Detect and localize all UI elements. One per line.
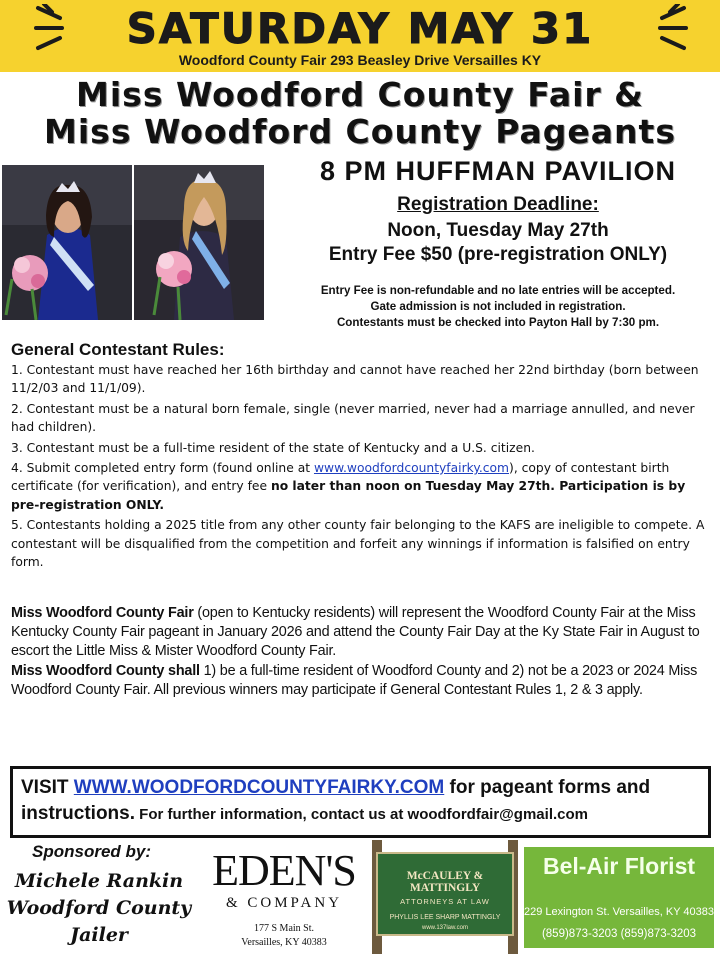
sponsor-mccauley-mattingly [372, 840, 518, 954]
jailer-name: Michele Rankin [14, 870, 184, 892]
sunburst-right-icon [652, 4, 708, 52]
crowned-contestant-image [2, 165, 132, 320]
entry-note: Gate admission is not included in registration. [370, 300, 626, 313]
visit-website-link[interactable]: WWW.WOODFORDCOUNTYFAIRKY.COM [73, 777, 445, 798]
edens-city: Versailles, KY 40383 [241, 937, 327, 948]
visit-instructions: instructions. [21, 803, 136, 824]
edens-name: EDEN'S [212, 846, 356, 895]
program-fair [11, 604, 713, 661]
mccauley-name: McCAULEY & MATTINGLY [406, 870, 484, 894]
rules-list [11, 361, 711, 573]
pageant-title [0, 76, 720, 150]
belair-phone: (859)873-3203 (859)873-3203 [541, 928, 697, 940]
visit-line-1 [21, 775, 700, 801]
sponsor-belair-florist [524, 847, 714, 948]
mccauley-person: PHYLLIS LEE SHARP MATTINGLY [389, 914, 501, 921]
event-date: SATURDAY MAY 31 [126, 4, 594, 53]
rule-item: 2. Contestant must be a natural born female, single (never married, never had a marriage annulled, and never had children). [11, 401, 695, 435]
event-location: Woodford County Fair 293 Beasley Drive Versailles KY [178, 52, 542, 68]
rule-text: 4. Submit completed entry form (found online at [11, 461, 314, 476]
event-time-venue: 8 PM HUFFMAN PAVILION [320, 156, 676, 186]
program-fair-title: Miss Woodford County Fair [11, 605, 194, 621]
sponsor-jailer [6, 868, 192, 949]
registration-deadline-label: Registration Deadline: [397, 194, 599, 215]
edens-company: & COMPANY [225, 895, 343, 911]
fair-website-link[interactable]: www.woodfordcountyfairky.com [313, 461, 510, 476]
sponsored-by-label: Sponsored by: [32, 842, 152, 861]
rule-item: 5. Contestants holding a 2025 title from any other county fair belonging to the KAFS are ineligible to compete. A contestant will be disqualified from the competition and forfeit any winnings if information is falsified on entry form. [11, 518, 705, 570]
rule-item: 1. Contestant must have reached her 16th birthday and cannot have reached her 22nd birthday (born between 11/2/03 and 11/1/09). [11, 363, 699, 396]
mccauley-subtitle: ATTORNEYS AT LAW [400, 897, 490, 906]
crowned-contestant-image [134, 165, 264, 320]
jailer-county: Woodford County [6, 897, 192, 919]
edens-street: 177 S Main St. [253, 923, 314, 934]
edens-address [206, 922, 362, 950]
rule-item [11, 459, 711, 514]
program-county-title: Miss Woodford County shall [11, 663, 200, 679]
program-county-text: 1) be a full-time resident of Woodford County and 2) not be a 2023 or 2024 Miss Woodford County Fair. All previous winners may participate if General Contestant Rules 1, 2 & 3 apply. [11, 663, 698, 698]
jailer-title: Jailer [70, 924, 128, 946]
program-description [11, 604, 713, 701]
program-county [11, 662, 713, 700]
date-banner [0, 0, 720, 72]
belair-address: 229 Lexington St. Versailles, KY 40383 [524, 906, 714, 918]
entry-note: Entry Fee is non-refundable and no late entries will be accepted. [320, 284, 676, 297]
entry-fee: Entry Fee $50 (pre-registration ONLY) [328, 244, 668, 265]
visit-box [10, 766, 711, 838]
rule-item: 3. Contestant must be a full-time resident of the state of Kentucky and a U.S. citizen. [11, 440, 535, 455]
rule-deadline-emphasis: no later than noon on Tuesday May 27th. Participation is by pre-registration ONLY. [11, 479, 686, 512]
contestant-photo-1 [2, 165, 132, 320]
title-line-2: Miss Woodford County Pageants [44, 112, 676, 151]
mccauley-sign [376, 852, 514, 936]
belair-name: Bel-Air Florist [542, 853, 696, 879]
contestant-photo-2 [134, 165, 264, 320]
visit-line-2 [21, 801, 700, 828]
mccauley-url: www.137law.com [421, 925, 469, 931]
sponsor-edens [206, 848, 362, 950]
entry-notes [276, 283, 720, 331]
visit-contact: For further information, contact us at woodfordfair@gmail.com [135, 806, 588, 823]
registration-deadline-time: Noon, Tuesday May 27th [387, 220, 609, 241]
title-line-1: Miss Woodford County Fair & [76, 75, 644, 114]
visit-pre: VISIT [21, 777, 74, 798]
rule-text: ), copy of contestant birth certificate (for verification), and entry fee [11, 461, 670, 494]
visit-post: for pageant forms and [444, 777, 651, 798]
entry-note: Contestants must be checked into Payton Hall by 7:30 pm. [336, 316, 660, 329]
program-fair-text: (open to Kentucky residents) will represent the Woodford County Fair at the Miss Kentucky County Fair pageant in January 2026 and attend the County Fair Day at the Ky State Fair in August to escort the Little Miss & Mister Woodford County Fair. [11, 605, 700, 659]
rules-heading: General Contestant Rules: [11, 340, 225, 359]
